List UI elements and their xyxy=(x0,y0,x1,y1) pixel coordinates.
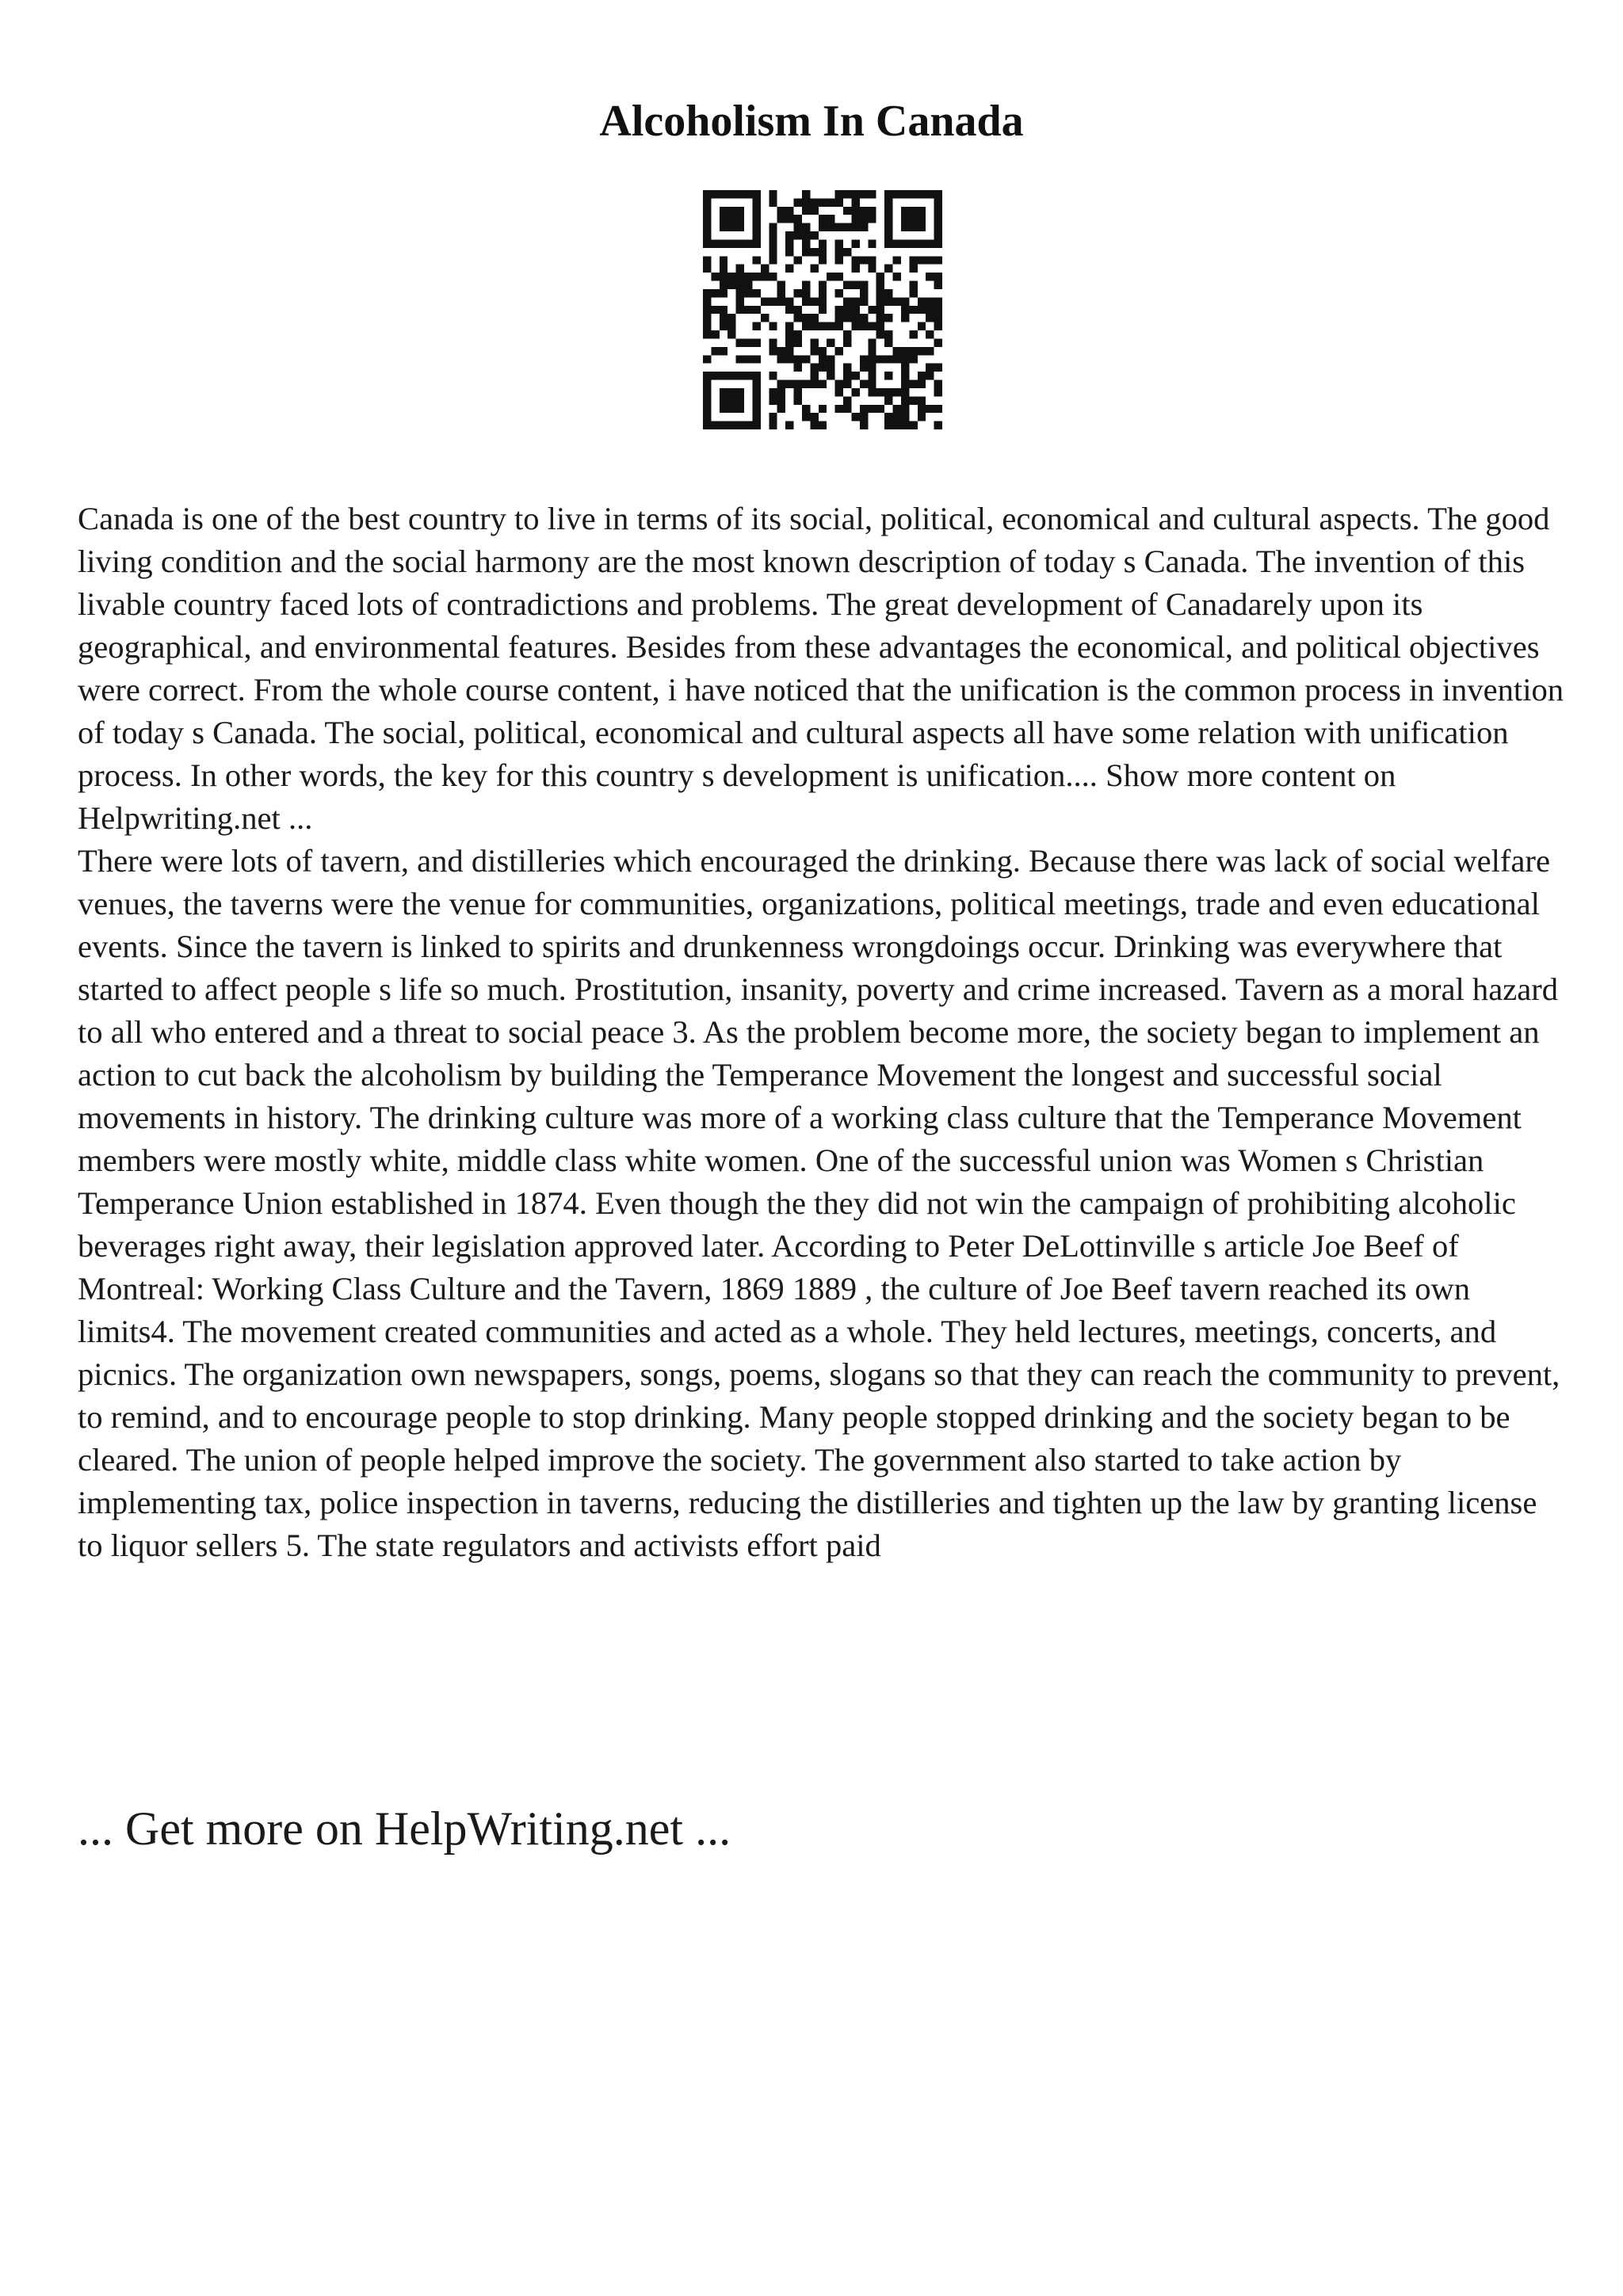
paragraph: Canada is one of the best country to live in terms of its social, political, economical and cultural aspects. The good living condition and the social harmony are the most known description of today s Canada. The invention of this livable country faced lots of contradictions and problems. The great development of Canadarely upon its geographical, and environmental features. Besides from these advantages the economical, and political objectives were correct. From the whole course content, i have noticed that the unification is the common process in invention of today s Canada. The social, political, economical and cultural aspects all have some relation with unification process. In other words, the key for this country s development is unification.... Show more content on Helpwriting.net ... xyxy=(78,501,1564,836)
document-title: Alcoholism In Canada xyxy=(599,97,1024,146)
get-more-link[interactable]: ... Get more on HelpWriting.net ... xyxy=(78,1802,731,1855)
paragraph: There were lots of tavern, and distilleries which encouraged the drinking. Because there was lack of social welfare venues, the taverns were the venue for communities, organizations, political meetings, trade and even educational events. Since the tavern is linked to spirits and drunkenness wrongdoings occur. Drinking was everywhere that started to affect people s life so much. Prostitution, insanity, poverty and crime increased. Tavern as a moral hazard to all who entered and a threat to social peace 3. As the problem become more, the society began to implement an action to cut back the alcoholism by building the Temperance Movement the longest and successful social movements in history. The drinking culture was more of a working class culture that the Temperance Movement members were mostly white, middle class white women. One of the successful union was Women s Christian Temperance Union established in 1874. Even though the they did not win the campaign of prohibiting alcoholic beverages right away, their legislation approved later. According to Peter DeLottinville s article Joe Beef of Montreal: Working Class Culture and the Tavern, 1869 1889 , the culture of Joe Beef tavern reached its own limits4. The movement created communities and acted as a whole. They held lectures, meetings, concerts, and picnics. The organization own newspapers, songs, poems, slogans so that they can reach the community to prevent, to remind, and to encourage people to stop drinking. Many people stopped drinking and the society began to be cleared. The union of people helped improve the society. The government also started to take action by implementing tax, police inspection in taverns, reducing the distilleries and tighten up the law by granting license to liquor sellers 5. The state regulators and activists effort paid xyxy=(78,843,1560,1563)
qr-code[interactable] xyxy=(703,190,942,429)
article-body xyxy=(78,498,1568,1567)
